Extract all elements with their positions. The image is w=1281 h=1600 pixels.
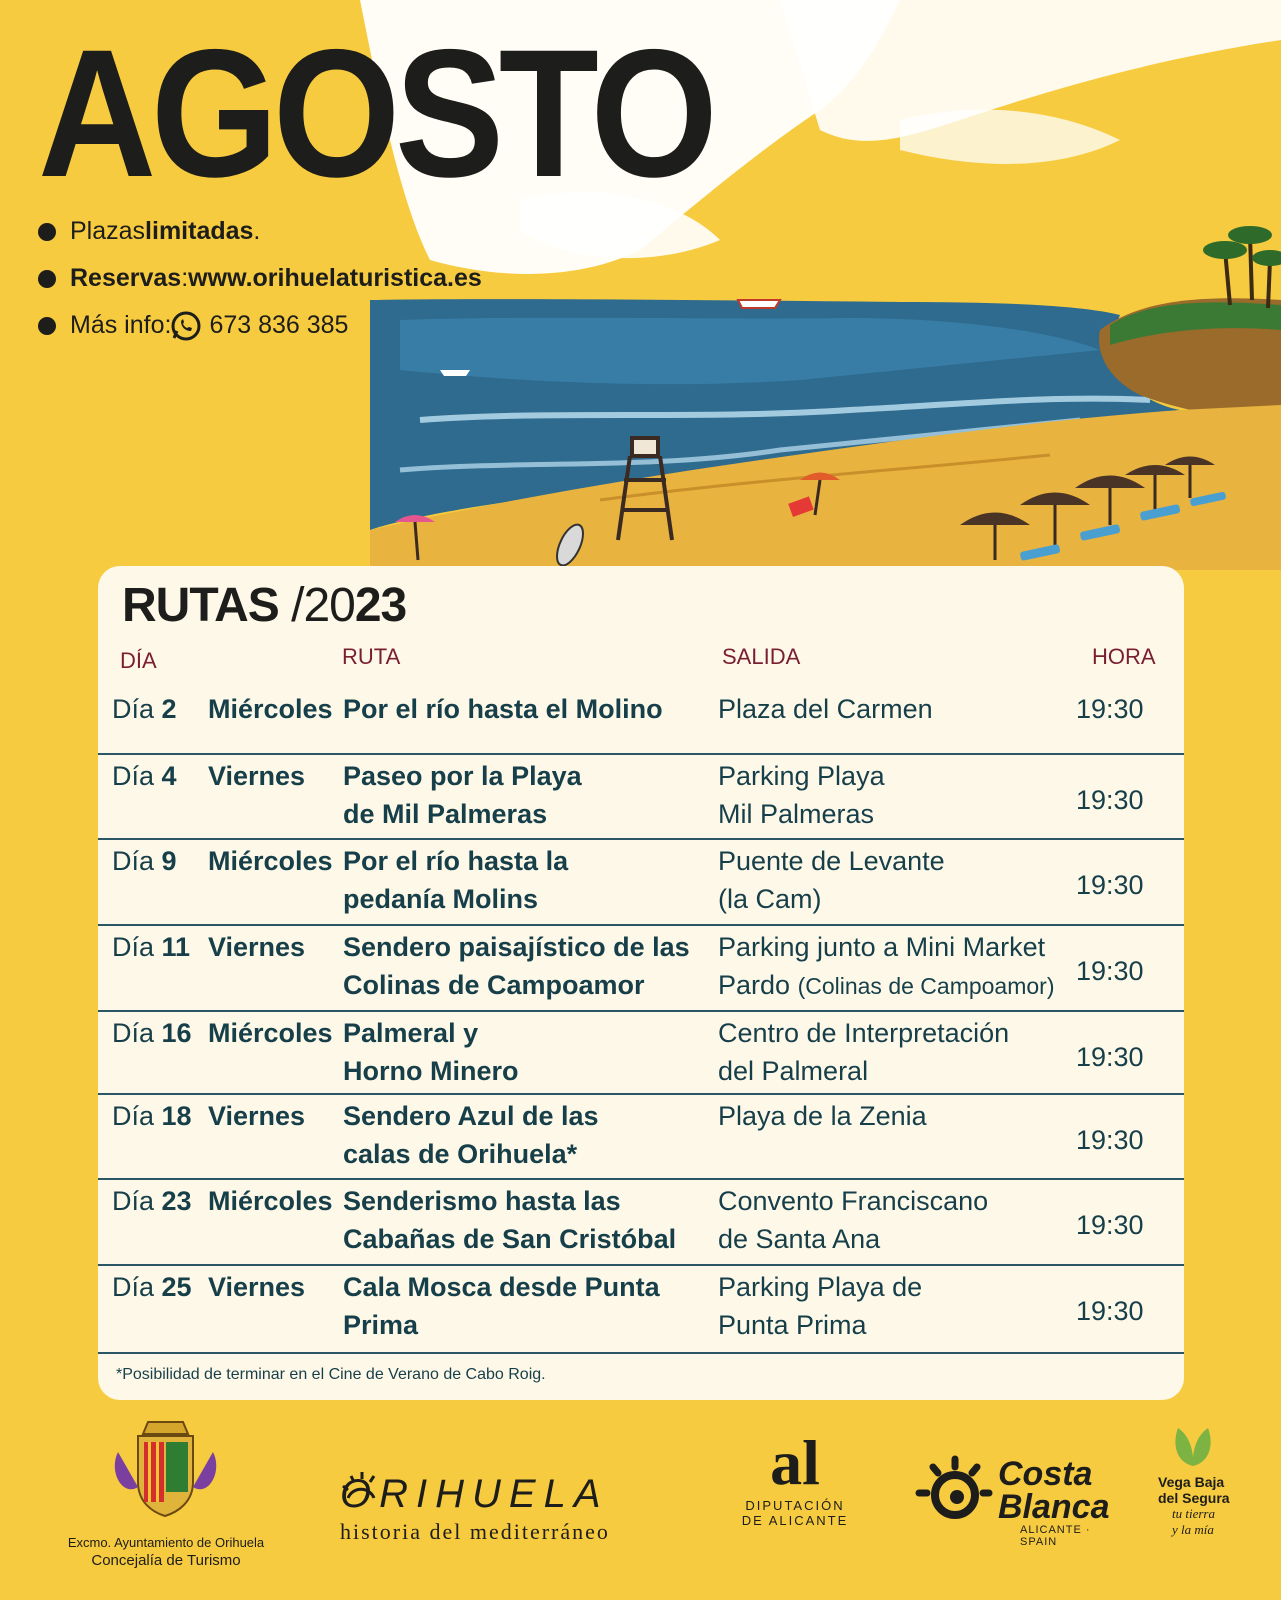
route-line: pedanía Molins (343, 884, 539, 914)
departure-cell (718, 1097, 1088, 1135)
routes-title-main: RUTAS (122, 579, 279, 632)
info-plazas (38, 208, 482, 255)
info-plazas-text: Plazas (70, 217, 146, 245)
route-line: Sendero paisajístico de las (343, 932, 690, 962)
leaves-icon (1168, 1424, 1218, 1468)
time-cell: 19:30 (1076, 785, 1144, 815)
info-reservas (38, 255, 482, 302)
table-row (98, 1178, 1184, 1266)
departure-line: (la Cam) (718, 884, 822, 914)
route-line: Paseo por la Playa (343, 761, 582, 791)
day-label: Día (112, 1186, 162, 1216)
departure-line: Parking Playa de (718, 1272, 923, 1302)
route-cell (343, 928, 713, 1004)
vega-baja-tag2: y la mía (1172, 1522, 1214, 1537)
costa-blanca-line1: Costa (998, 1455, 1093, 1493)
whatsapp-icon (171, 311, 201, 341)
route-line: Por el río hasta el Molino (343, 694, 663, 724)
header-ruta: RUTA (342, 644, 401, 669)
header-salida: SALIDA (722, 644, 801, 669)
departure-cell (718, 928, 1088, 1005)
reservas-link[interactable]: www.orihuelaturistica.es (188, 264, 482, 292)
costa-blanca-line2: Blanca (998, 1488, 1110, 1526)
coat-of-arms-icon (108, 1412, 223, 1522)
departure-line: de Santa Ana (718, 1224, 881, 1254)
weekday-cell: Miércoles (208, 694, 333, 724)
costa-blanca-sub: ALICANTE · SPAIN (1020, 1524, 1091, 1548)
day-cell (112, 842, 177, 880)
table-row (98, 924, 1184, 1012)
departure-line: del Palmeral (718, 1056, 869, 1086)
header-hora: HORA (1092, 644, 1156, 669)
day-label: Día (112, 1272, 162, 1302)
route-cell (343, 757, 713, 833)
orihuela-tagline: historia del mediterráneo (340, 1519, 610, 1544)
departure-cell (718, 1014, 1088, 1090)
day-cell (112, 690, 177, 728)
day-number: 16 (161, 1018, 192, 1048)
diputacion-line2: DE ALICANTE (741, 1513, 849, 1528)
footnote: *Posibilidad de terminar en el Cine de Verano de Cabo Roig. (116, 1366, 546, 1383)
routes-title (122, 578, 406, 633)
time-cell: 19:30 (1076, 1210, 1144, 1240)
departure-line: Plaza del Carmen (718, 694, 933, 724)
info-reservas-sep: : (181, 264, 189, 292)
departure-line: Pardo (718, 970, 798, 1000)
route-line: Sendero Azul de las (343, 1101, 599, 1131)
weekday-cell: Viernes (208, 1101, 306, 1131)
table-row (98, 1264, 1184, 1354)
ayuntamiento-logo (48, 1534, 284, 1570)
day-cell (112, 1182, 192, 1220)
day-number: 23 (161, 1186, 192, 1216)
day-number: 25 (161, 1272, 192, 1302)
diputacion-line1: DIPUTACIÓN (745, 1498, 845, 1513)
costa-blanca-logo (998, 1455, 1128, 1548)
vega-baja-tag1: tu tierra (1172, 1506, 1215, 1521)
info-mas (38, 302, 482, 349)
route-line: Senderismo hasta las (343, 1186, 621, 1216)
route-line: Cabañas de San Cristóbal (343, 1224, 677, 1254)
departure-cell (718, 690, 1088, 728)
header-dia: DÍA (120, 648, 157, 673)
ayuntamiento-line1: Excmo. Ayuntamiento de Orihuela (67, 1535, 265, 1550)
route-cell (343, 1014, 713, 1090)
time-cell: 19:30 (1076, 956, 1144, 986)
day-number: 18 (161, 1101, 192, 1131)
departure-cell (718, 757, 1088, 833)
footer-logos (0, 1408, 1281, 1600)
departure-line: Puente de Levante (718, 846, 945, 876)
day-cell (112, 757, 177, 795)
departure-line: Convento Franciscano (718, 1186, 989, 1216)
route-line: calas de Orihuela* (343, 1139, 578, 1169)
day-cell (112, 1268, 192, 1306)
vega-baja-line2: del Segura (1158, 1490, 1230, 1506)
page-title: AGOSTO (38, 11, 713, 215)
departure-cell (718, 842, 1088, 918)
weekday-cell: Viernes (208, 761, 306, 791)
departure-line: Mil Palmeras (718, 799, 875, 829)
costa-blanca-sun-icon (915, 1453, 995, 1533)
departure-line: Playa de la Zenia (718, 1101, 927, 1131)
weekday-cell: Miércoles (208, 846, 333, 876)
departure-cell (718, 1268, 1088, 1344)
phone-number[interactable]: 673 836 385 (209, 311, 349, 339)
weekday-cell: Viernes (208, 932, 306, 962)
day-label: Día (112, 846, 162, 876)
ayuntamiento-line2: Concejalía de Turismo (91, 1552, 241, 1569)
route-cell (343, 842, 713, 918)
table-row (98, 686, 1184, 755)
route-cell (343, 1268, 713, 1344)
route-line: Cala Mosca desde Punta Prima (343, 1272, 660, 1340)
departure-line: Centro de Interpretación (718, 1018, 1010, 1048)
time-cell: 19:30 (1076, 694, 1144, 724)
bullet-icon (38, 317, 56, 335)
info-plazas-bold: limitadas (145, 217, 254, 245)
routes-title-year: 23 (354, 579, 407, 632)
weekday-cell: Miércoles (208, 1186, 333, 1216)
bullet-icon (38, 223, 56, 241)
routes-title-slash: /20 (278, 579, 355, 632)
route-cell (343, 1182, 713, 1258)
orihuela-logo (340, 1472, 660, 1545)
departure-line: Parking Playa (718, 761, 885, 791)
time-cell: 19:30 (1076, 870, 1144, 900)
time-cell: 19:30 (1076, 1296, 1144, 1326)
routes-card (98, 566, 1184, 1400)
info-mas-label: Más info: (70, 311, 172, 339)
route-line: Por el río hasta la (343, 846, 569, 876)
day-cell (112, 1014, 192, 1052)
weekday-cell: Miércoles (208, 1018, 333, 1048)
day-label: Día (112, 694, 162, 724)
table-row (98, 838, 1184, 926)
weekday-cell: Viernes (208, 1272, 306, 1302)
route-cell (343, 1097, 713, 1173)
day-label: Día (112, 1018, 162, 1048)
bullet-icon (38, 270, 56, 288)
route-line: Colinas de Campoamor (343, 970, 645, 1000)
day-label: Día (112, 932, 162, 962)
route-line: Palmeral y (343, 1018, 479, 1048)
diputacion-logo (740, 1428, 850, 1528)
vega-baja-line1: Vega Baja (1158, 1474, 1225, 1490)
info-plazas-post: . (253, 217, 261, 245)
time-cell: 19:30 (1076, 1042, 1144, 1072)
day-number: 11 (161, 932, 191, 962)
day-number: 9 (161, 846, 177, 876)
table-row (98, 1093, 1184, 1180)
info-list (38, 208, 482, 349)
day-number: 4 (161, 761, 177, 791)
departure-cell (718, 1182, 1088, 1258)
info-reservas-label: Reservas (70, 264, 182, 292)
day-cell (112, 1097, 192, 1135)
route-line: Horno Minero (343, 1056, 519, 1086)
route-line: de Mil Palmeras (343, 799, 548, 829)
day-number: 2 (161, 694, 177, 724)
vega-baja-logo (1158, 1474, 1268, 1538)
day-label: Día (112, 1101, 162, 1131)
route-cell (343, 690, 713, 728)
departure-note: (Colinas de Campoamor) (797, 973, 1055, 999)
table-row (98, 1010, 1184, 1095)
day-cell (112, 928, 190, 966)
time-cell: 19:30 (1076, 1125, 1144, 1155)
orihuela-name: ORIHUELA (340, 1472, 609, 1516)
departure-line: Punta Prima (718, 1310, 867, 1340)
diputacion-mark: al (770, 1427, 820, 1498)
departure-line: Parking junto a Mini Market (718, 932, 1046, 962)
table-row (98, 753, 1184, 840)
day-label: Día (112, 761, 162, 791)
